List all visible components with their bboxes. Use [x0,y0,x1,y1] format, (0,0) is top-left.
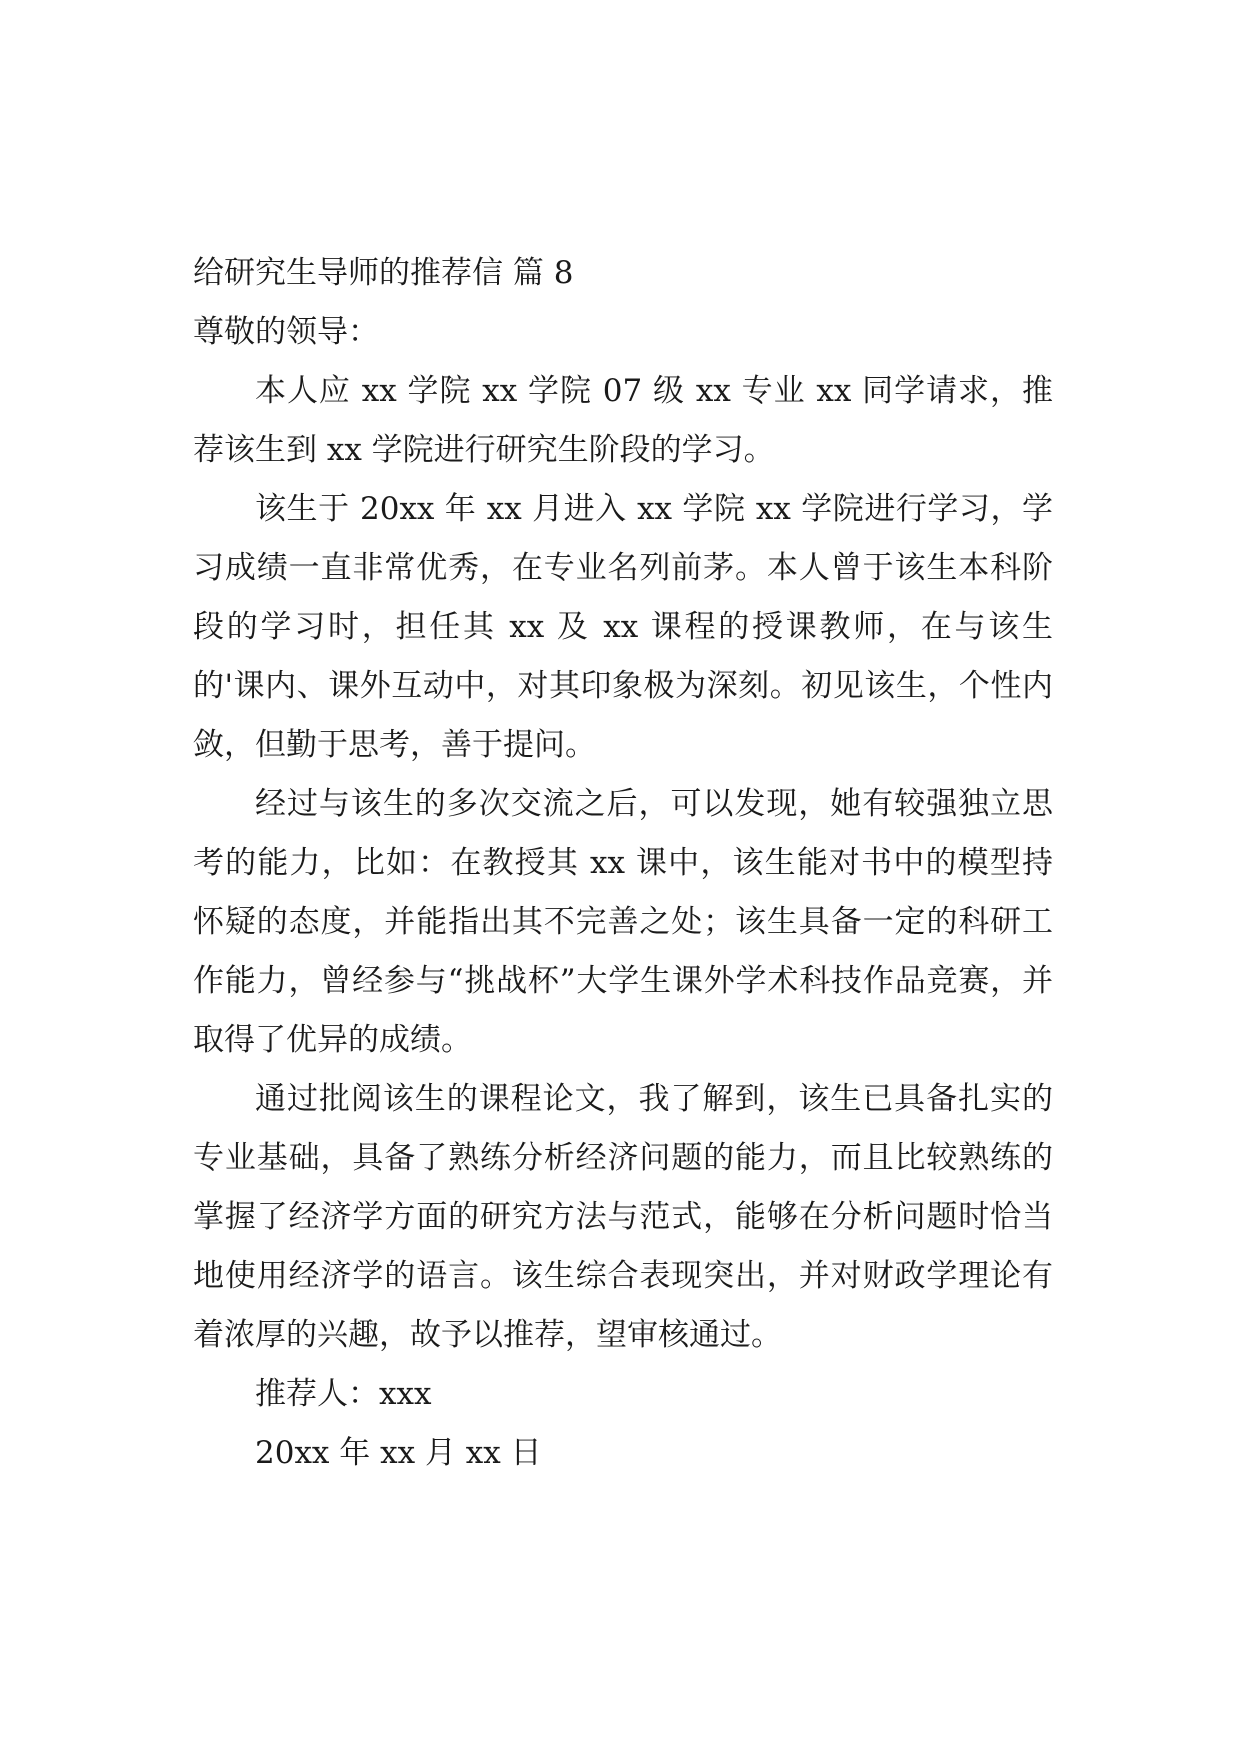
paragraph-1: 本人应 xx 学院 xx 学院 07 级 xx 专业 xx 同学请求，推荐该生到 xx 学院进行研究生阶段的学习。 [193,373,1053,468]
letter-title: 给研究生导师的推荐信 篇 8 [193,255,574,291]
paragraph-3: 经过与该生的多次交流之后，可以发现，她有较强独立思考的能力，比如：在教授其 xx 课中，该生能对书中的模型持怀疑的态度，并能指出其不完善之处；该生具备一定的科研工作能力，曾经参与“挑战杯”大学生课外学术科技作品竞赛，并取得了优异的成绩。 [193,786,1053,1058]
recommender-line: 推荐人：xxx [255,1376,432,1412]
salutation: 尊敬的领导： [193,314,379,350]
paragraph-2: 该生于 20xx 年 xx 月进入 xx 学院 xx 学院进行学习，学习成绩一直非常优秀，在专业名列前茅。本人曾于该生本科阶段的学习时，担任其 xx 及 xx 课程的授课教师，在与该生的'课内、课外互动中，对其印象极为深刻。初见该生，个性内敛，但勤于思考，善于提问。 [193,491,1053,763]
paragraph-4: 通过批阅该生的课程论文，我了解到，该生已具备扎实的专业基础，具备了熟练分析经济问题的能力，而且比较熟练的掌握了经济学方面的研究方法与范式，能够在分析问题时恰当地使用经济学的语言。该生综合表现突出，并对财政学理论有着浓厚的兴趣，故予以推荐，望审核通过。 [193,1081,1053,1353]
date-line: 20xx 年 xx 月 xx 日 [255,1435,542,1471]
letter-body [193,244,1053,1483]
